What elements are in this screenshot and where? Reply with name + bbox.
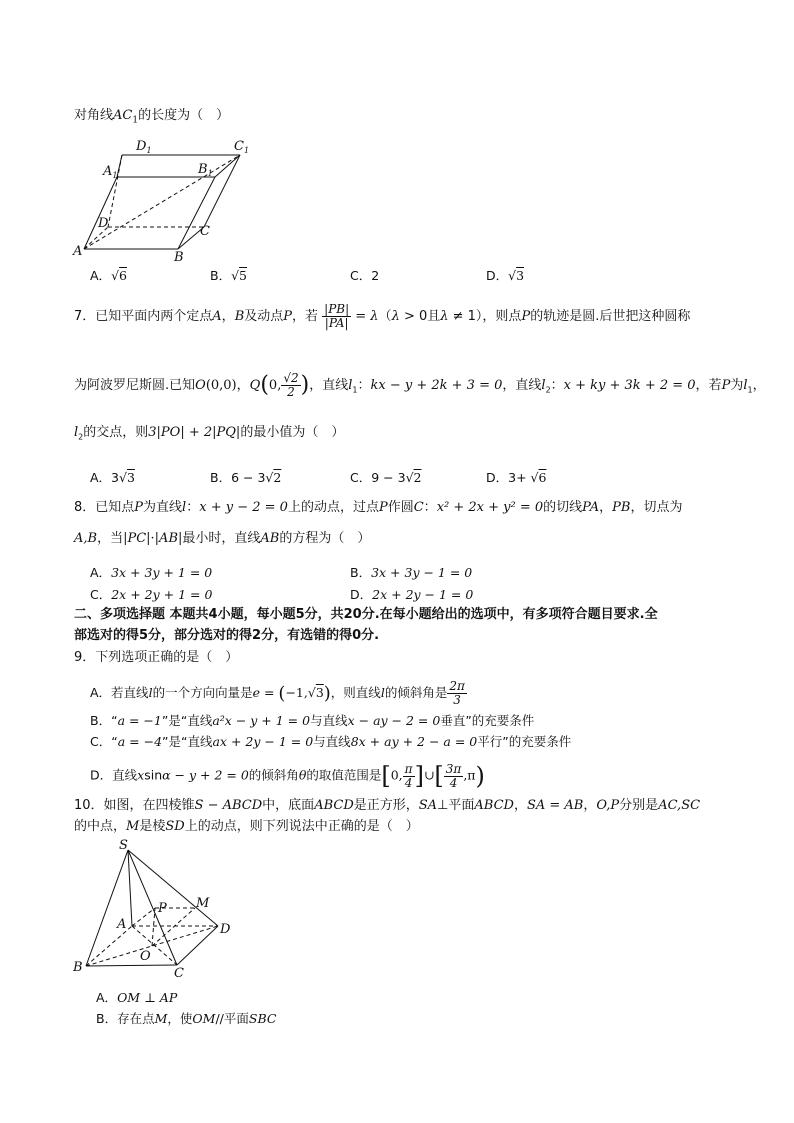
q8-option-a[interactable]: A．3x + 3y + 1 = 0 <box>90 565 213 580</box>
q9-option-d[interactable]: D．直线xsinα − y + 2 = 0的倾斜角θ的取值范围是[0, $\frac{\pi}{4}$ ]∪[ $\frac{3\pi}{4}$ ,π) <box>90 761 485 790</box>
q6-option-c[interactable]: C．2 <box>350 268 380 283</box>
label-C: C <box>174 966 184 981</box>
q7-option-d[interactable]: D．3+ √6 <box>486 470 547 485</box>
q7-line3: $l_2$的交点，则3|PO| + 2|PQ|的最小值为（ ） <box>74 425 345 442</box>
label-C1: $C_1$ <box>234 139 250 155</box>
q7-line2: 为阿波罗尼斯圆.已知O(0,0)，Q(0, $\frac{√2}{2}$ )，直线$l_1$：kx − y + 2k + 3 = 0，直线$l_2$：x + ky + 3k + 2 = 0，若P为$l_1$， <box>74 371 766 399</box>
q9-stem: 9．下列选项正确的是（ ） <box>74 650 239 665</box>
label-A1: $A_1$ <box>103 164 118 180</box>
label-S: S <box>119 838 128 853</box>
q8-line2: A,B，当|PC|·|AB|最小时，直线AB的方程为（ ） <box>74 531 371 546</box>
label-D: D <box>220 922 231 937</box>
q10-option-a[interactable]: A．OM ⊥ AP <box>96 990 178 1005</box>
q6-parallelepiped-figure <box>70 135 260 265</box>
label-B: B <box>174 250 184 265</box>
q7-option-c[interactable]: C．9 − 3√2 <box>350 470 422 485</box>
label-B: B <box>73 960 83 975</box>
q9-option-a[interactable]: A．若直线l的一个方向向量是e = (−1,√3)，则直线l的倾斜角是 $\frac{2\pi}{3}$ <box>90 679 465 707</box>
q6-option-a[interactable]: A．√6 <box>90 268 127 283</box>
label-P: P <box>158 901 167 916</box>
section2-heading-line1: 二、多项选择题 本题共4小题，每小题5分，共20分.在每小题给出的选项中，有多项符合题目要求.全 <box>74 607 658 622</box>
q10-line2: 的中点，M是棱SD上的动点，则下列说法中正确的是（ ） <box>74 819 419 834</box>
label-D1: $D_1$ <box>136 139 152 155</box>
label-O: O <box>140 949 151 964</box>
q8-option-d[interactable]: D．2x + 2y − 1 = 0 <box>350 587 474 602</box>
q7-option-b[interactable]: B．6 − 3√2 <box>210 470 282 485</box>
q10-line1: 10．如图，在四棱锥S − ABCD中，底面ABCD是正方形，SA⊥平面ABCD，SA = AB，O,P分别是AC,SC <box>74 798 701 813</box>
label-D: D <box>98 216 109 231</box>
label-A: A <box>117 917 127 932</box>
q8-option-b[interactable]: B．3x + 3y − 1 = 0 <box>350 565 473 580</box>
q7-line1: 7．已知平面内两个定点A，B及动点P，若 $\frac{|PB|}{|PA|}$ = λ（λ > 0且λ ≠ 1），则点P的轨迹是圆.后世把这种圆称 <box>74 302 691 330</box>
q10-option-b[interactable]: B．存在点M，使OM//平面SBC <box>96 1011 277 1026</box>
q8-line1: 8．已知点P为直线l：x + y − 2 = 0上的动点，过点P作圆C：x² + 2x + y² = 0的切线PA，PB，切点为 <box>74 500 683 515</box>
q8-option-c[interactable]: C．2x + 2y + 1 = 0 <box>90 587 213 602</box>
q9-option-b[interactable]: B．“a = −1”是“直线a²x − y + 1 = 0与直线x − ay − 2 = 0垂直”的充要条件 <box>90 713 535 728</box>
label-M: M <box>196 896 210 911</box>
section2-heading-line2: 部选对的得5分，部分选对的得2分，有选错的得0分. <box>74 628 380 643</box>
label-B1: $B_1$ <box>198 162 213 178</box>
label-C: C <box>200 224 210 239</box>
q7-option-a[interactable]: A．3√3 <box>90 470 135 485</box>
q6-stem-tail: 对角线$AC_1$的长度为（ ） <box>74 108 230 126</box>
q6-option-b[interactable]: B．√5 <box>210 268 247 283</box>
q9-option-c[interactable]: C．“a = −4”是“直线ax + 2y − 1 = 0与直线8x + ay + 2 − a = 0平行”的充要条件 <box>90 734 572 749</box>
q6-option-d[interactable]: D．√3 <box>486 268 525 283</box>
q10-pyramid-figure <box>70 838 245 983</box>
label-A: A <box>73 244 83 259</box>
